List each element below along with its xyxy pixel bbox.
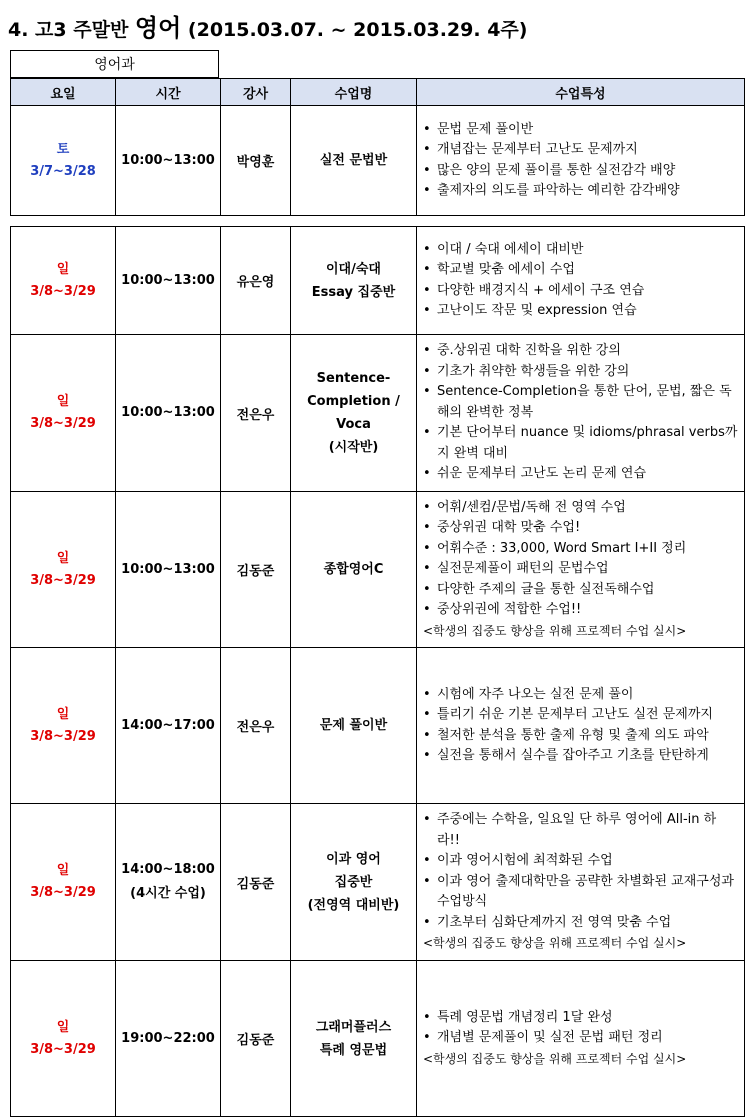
course-cell (291, 961, 417, 1117)
feature-list (423, 120, 738, 202)
teacher-cell: 전은우 (221, 335, 291, 492)
feature-item: • Sentence-Completion을 통한 단어, 문법, 짧은 독해의 완벽한 정복 (423, 382, 738, 423)
time-cell (116, 335, 221, 492)
feature-item: • 학교별 맞춤 에세이 수업 (423, 260, 738, 281)
features-cell (417, 335, 745, 492)
feature-item: • 틀리기 쉬운 기본 문제부터 고난도 실전 문제까지 (423, 705, 738, 726)
day-cell (11, 961, 116, 1117)
feature-list (423, 685, 738, 767)
header-time: 시간 (116, 79, 221, 106)
header-teacher: 강사 (221, 79, 291, 106)
feature-item: • 중상위권 대학 맞춤 수업! (423, 518, 738, 539)
time-cell (116, 227, 221, 335)
feature-item: • 중.상위권 대학 진학을 위한 강의 (423, 341, 738, 362)
feature-item: • 기초가 취약한 학생들을 위한 강의 (423, 362, 738, 383)
day-label: 일 (56, 863, 70, 878)
day-label: 일 (56, 1019, 70, 1035)
feature-note: <학생의 집중도 향상을 위해 프로젝터 수업 실시> (423, 1051, 687, 1066)
header-course: 수업명 (291, 79, 417, 106)
feature-list (423, 341, 738, 485)
sunday-schedule-table (10, 226, 745, 1117)
time-text: 19:00~22:00 (121, 1030, 215, 1046)
time-text: 10:00~13:00 (121, 272, 215, 288)
department-label: 영어과 (10, 50, 219, 78)
time-cell (116, 106, 221, 216)
time-cell (116, 804, 221, 961)
time-text: 14:00~18:00 (121, 862, 215, 877)
course-name-line: Voca (336, 417, 371, 432)
feature-item: • 특례 영문법 개념정리 1달 완성 (423, 1008, 738, 1029)
feature-item: • 많은 양의 문제 풀이를 통한 실전감각 배양 (423, 161, 738, 182)
table-row (11, 106, 745, 216)
course-cell (291, 335, 417, 492)
header-day: 요일 (11, 79, 116, 106)
feature-item: • 개념별 문제풀이 및 실전 문법 패턴 정리 (423, 1028, 738, 1049)
course-name-line: 문제 풀이반 (319, 718, 388, 733)
course-cell (291, 106, 417, 216)
day-label: 일 (56, 706, 70, 722)
feature-item: • 다양한 주제의 글을 통한 실전독해수업 (423, 580, 738, 601)
feature-item: • 시험에 자주 나오는 실전 문제 풀이 (423, 685, 738, 706)
course-name-line: Completion / (307, 394, 400, 409)
features-cell (417, 648, 745, 804)
time-text: 10:00~13:00 (121, 405, 215, 420)
course-cell (291, 648, 417, 804)
table-row (11, 648, 745, 804)
course-cell (291, 227, 417, 335)
feature-list (423, 1008, 738, 1070)
course-name-line: 이대/숙대 (326, 261, 381, 277)
day-label: 일 (56, 550, 70, 566)
feature-item: • 이과 영어 출제대학만을 공략한 차별화된 교재구성과 수업방식 (423, 872, 738, 913)
feature-item: • 이대 / 숙대 에세이 대비반 (423, 240, 738, 261)
teacher-cell: 김동준 (221, 804, 291, 961)
day-cell (11, 648, 116, 804)
title-subject: 영어 (134, 14, 182, 42)
teacher-cell: 박영훈 (221, 106, 291, 216)
time-text: 10:00~13:00 (121, 152, 215, 168)
table-row (11, 335, 745, 492)
course-name-line: 실전 문법반 (319, 153, 388, 168)
time-cell (116, 648, 221, 804)
feature-item: • 고난이도 작문 및 expression 연습 (423, 301, 738, 322)
teacher-cell: 김동준 (221, 492, 291, 648)
features-cell (417, 492, 745, 648)
header-row (11, 79, 745, 106)
date-range: 3/8~3/29 (30, 416, 96, 431)
feature-list (423, 498, 738, 642)
page-title (8, 8, 527, 43)
course-name-line: 이과 영어 (326, 851, 381, 867)
day-cell (11, 227, 116, 335)
feature-item: • 쉬운 문제부터 고난도 논리 문제 연습 (423, 464, 738, 485)
course-name-line: (시작반) (328, 440, 379, 455)
course-name-line: 종합영어C (323, 562, 384, 577)
feature-item: • 기본 단어부터 nuance 및 idioms/phrasal verbs까지 완벽 대비 (423, 423, 738, 464)
features-cell (417, 106, 745, 216)
time-text: 14:00~17:00 (121, 717, 215, 733)
feature-list (423, 810, 738, 954)
date-range: 3/8~3/29 (30, 572, 96, 588)
time-cell (116, 492, 221, 648)
date-range: 3/7~3/28 (30, 163, 96, 179)
features-cell (417, 961, 745, 1117)
date-range: 3/8~3/29 (30, 728, 96, 744)
feature-item: • 기초부터 심화단계까지 전 영역 맞춤 수업 (423, 913, 738, 934)
feature-item: • 어휘/센컴/문법/독해 전 영역 수업 (423, 498, 738, 519)
feature-item: • 어휘수준 : 33,000, Word Smart I+II 정리 (423, 539, 738, 560)
time-text: 10:00~13:00 (121, 561, 215, 577)
feature-item: • 개념잡는 문제부터 고난도 문제까지 (423, 140, 738, 161)
feature-note: <학생의 집중도 향상을 위해 프로젝터 수업 실시> (423, 623, 687, 638)
day-label: 일 (56, 394, 70, 409)
course-name-line: Essay 집중반 (311, 284, 396, 300)
saturday-schedule-table (10, 78, 745, 216)
table-row (11, 804, 745, 961)
course-name-line: Sentence- (316, 371, 391, 386)
day-label: 토 (56, 141, 70, 157)
feature-item: • 주중에는 수학을, 일요일 단 하루 영어에 All-in 하라!! (423, 810, 738, 851)
teacher-cell: 김동준 (221, 961, 291, 1117)
feature-item: • 다양한 배경지식 + 에세이 구조 연습 (423, 281, 738, 302)
header-features: 수업특성 (417, 79, 745, 106)
day-cell (11, 804, 116, 961)
time-cell (116, 961, 221, 1117)
feature-item: • 문법 문제 풀이반 (423, 120, 738, 141)
course-name-line: 특례 영문법 (319, 1042, 388, 1058)
feature-item: • 출제자의 의도를 파악하는 예리한 감각배양 (423, 181, 738, 202)
day-cell (11, 492, 116, 648)
date-range: 3/8~3/29 (30, 885, 96, 900)
feature-item: • 이과 영어시험에 최적화된 수업 (423, 851, 738, 872)
course-name-line: (전영역 대비반) (307, 897, 400, 913)
feature-note: <학생의 집중도 향상을 위해 프로젝터 수업 실시> (423, 936, 687, 951)
features-cell (417, 227, 745, 335)
time-text: (4시간 수업) (130, 886, 206, 901)
features-cell (417, 804, 745, 961)
title-period: (2015.03.07. ~ 2015.03.29. 4주) (181, 19, 528, 41)
course-name-line: 집중반 (334, 874, 373, 890)
course-cell (291, 492, 417, 648)
teacher-cell: 유은영 (221, 227, 291, 335)
feature-item: • 철저한 분석을 통한 출제 유형 및 출제 의도 파악 (423, 726, 738, 747)
day-cell (11, 335, 116, 492)
feature-list (423, 240, 738, 322)
table-row (11, 227, 745, 335)
feature-item: • 실전문제풀이 패턴의 문법수업 (423, 559, 738, 580)
day-label: 일 (56, 261, 70, 277)
day-cell (11, 106, 116, 216)
title-prefix: 4. 고3 주말반 (8, 19, 135, 41)
table-row (11, 492, 745, 648)
date-range: 3/8~3/29 (30, 283, 96, 299)
teacher-cell: 전은우 (221, 648, 291, 804)
table-row (11, 961, 745, 1117)
date-range: 3/8~3/29 (30, 1041, 96, 1057)
course-name-line: 그래머플러스 (315, 1019, 392, 1035)
feature-item: • 실전을 통해서 실수를 잡아주고 기초를 탄탄하게 (423, 746, 738, 767)
course-cell (291, 804, 417, 961)
feature-item: • 중상위권에 적합한 수업!! (423, 600, 738, 621)
